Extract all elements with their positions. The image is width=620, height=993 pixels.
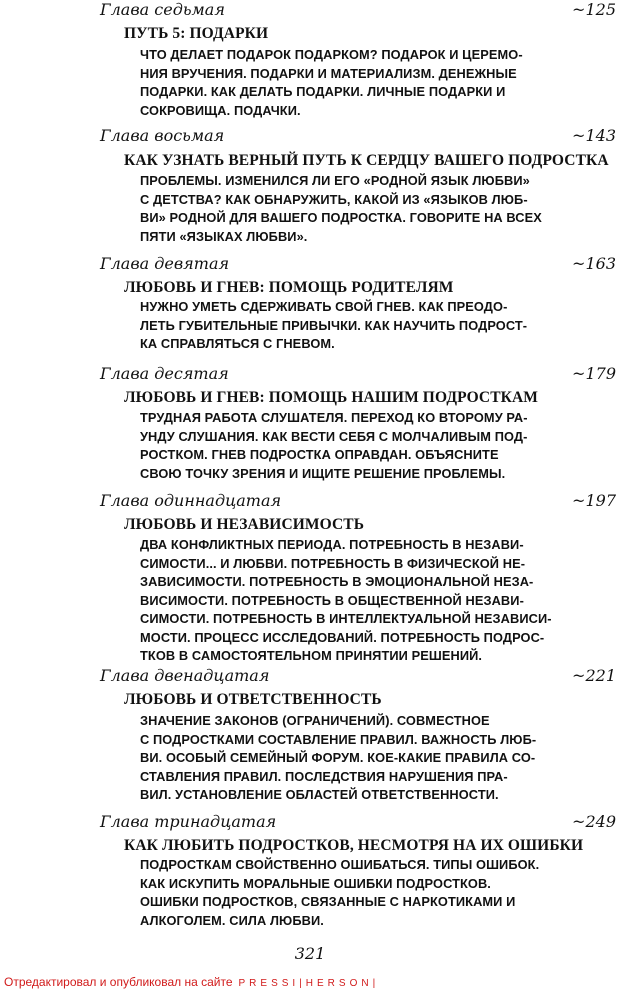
chapter-summary [140,46,580,120]
chapter-title: ЛЮБОВЬ И ГНЕВ: ПОМОЩЬ НАШИМ ПОДРОСТКАМ [124,389,539,406]
chapter-label: Глава восьмая [100,126,225,145]
summary-line: ПРОБЛЕМЫ. ИЗМЕНИЛСЯ ЛИ ЕГО «РОДНОЙ ЯЗЫК ЛЮБВИ» [140,173,530,188]
chapter-heading [100,254,620,278]
footer-text: Отредактировал и опубликовал на сайте [4,975,233,989]
summary-line: АЛКОГОЛЕМ. СИЛА ЛЮБВИ. [140,912,324,928]
summary-line: НИЯ ВРУЧЕНИЯ. ПОДАРКИ И МАТЕРИАЛИЗМ. ДЕНЕЖНЫЕ [140,65,517,81]
summary-line: С ПОДРОСТКАМИ СОСТАВЛЕНИЕ ПРАВИЛ. ВАЖНОСТЬ ЛЮБ- [140,731,537,747]
chapter-heading [100,491,620,515]
chapter-page-number: ~197 [572,491,616,510]
summary-line: МОСТИ. ПРОЦЕСС ИССЛЕДОВАНИЙ. ПОТРЕБНОСТЬ ПОДРОС- [140,629,545,645]
summary-line: СТАВЛЕНИЯ ПРАВИЛ. ПОСЛЕДСТВИЯ НАРУШЕНИЯ ПРА- [140,768,508,784]
summary-line: ВИЛ. УСТАНОВЛЕНИЕ ОБЛАСТЕЙ ОТВЕТСТВЕННОСТИ. [140,787,499,802]
site-brand[interactable]: PRESSI|HERSON| [238,978,380,989]
summary-line: ЛЕТЬ ГУБИТЕЛЬНЫЕ ПРИВЫЧКИ. КАК НАУЧИТЬ ПОДРОСТ- [140,317,528,333]
summary-line: КА СПРАВЛЯТЬСЯ С ГНЕВОМ. [140,336,335,351]
chapter-label: Глава десятая [100,364,229,383]
chapter-page-number: ~179 [572,364,616,383]
chapter-summary [140,712,580,805]
chapter-title: ПУТЬ 5: ПОДАРКИ [124,25,269,42]
chapter-summary [140,856,580,930]
chapter-page-number: ~125 [572,0,616,19]
summary-line: РОСТКОМ. ГНЕВ ПОДРОСТКА ОПРАВДАН. ОБЪЯСНИТЕ [140,447,499,462]
chapter-summary [140,536,580,666]
chapter-summary [140,172,580,246]
chapter-title: ЛЮБОВЬ И ГНЕВ: ПОМОЩЬ РОДИТЕЛЯМ [124,279,454,296]
summary-line: ОШИБКИ ПОДРОСТКОВ, СВЯЗАННЫЕ С НАРКОТИКАМИ И [140,894,516,909]
summary-line: ТКОВ В САМОСТОЯТЕЛЬНОМ ПРИНЯТИИ РЕШЕНИЙ. [140,648,483,663]
chapter-heading [100,0,620,24]
chapter-page-number: ~163 [572,254,616,273]
chapter-page-number: ~221 [572,666,616,685]
chapter-page-number: ~143 [572,126,616,145]
summary-line: УНДУ СЛУШАНИЯ. КАК ВЕСТИ СЕБЯ С МОЛЧАЛИВЫМ ПОД- [140,428,528,444]
chapter-page-number: ~249 [572,812,616,831]
summary-line: ВИ» РОДНОЙ ДЛЯ ВАШЕГО ПОДРОСТКА. ГОВОРИТЕ НА ВСЕХ [140,210,542,225]
publisher-footer [4,974,379,992]
summary-line: ЗАВИСИМОСТИ. ПОТРЕБНОСТЬ В ЭМОЦИОНАЛЬНОЙ НЕЗА- [140,574,534,589]
summary-line: ЧТО ДЕЛАЕТ ПОДАРОК ПОДАРКОМ? ПОДАРОК И ЦЕРЕМО- [140,47,523,62]
chapter-summary [140,298,580,354]
summary-line: ПОДРОСТКАМ СВОЙСТВЕННО ОШИБАТЬСЯ. ТИПЫ ОШИБОК. [140,857,540,872]
chapter-label: Глава седьмая [100,0,225,19]
chapter-label: Глава тринадцатая [100,812,277,831]
summary-line: НУЖНО УМЕТЬ СДЕРЖИВАТЬ СВОЙ ГНЕВ. КАК ПРЕОДО- [140,299,508,314]
summary-line: ВИСИМОСТИ. ПОТРЕБНОСТЬ В ОБЩЕСТВЕННОЙ НЕЗАВИ- [140,592,524,608]
summary-line: ЗНАЧЕНИЕ ЗАКОНОВ (ОГРАНИЧЕНИЙ). СОВМЕСТНОЕ [140,713,490,728]
summary-line: ДВА КОНФЛИКТНЫХ ПЕРИОДА. ПОТРЕБНОСТЬ В НЕЗАВИ- [140,537,524,552]
chapter-title: КАК ЛЮБИТЬ ПОДРОСТКОВ, НЕСМОТРЯ НА ИХ ОШИБКИ [124,837,584,854]
summary-line: ПЯТИ «ЯЗЫКАХ ЛЮБВИ». [140,228,308,244]
chapter-label: Глава девятая [100,254,230,273]
chapter-label: Глава одиннадцатая [100,491,282,510]
summary-line: С ДЕТСТВА? КАК ОБНАРУЖИТЬ, КАКОЙ ИЗ «ЯЗЫКОВ ЛЮБ- [140,191,528,207]
chapter-label: Глава двенадцатая [100,666,270,685]
chapter-heading [100,126,620,150]
summary-line: СИМОСТИ. ПОТРЕБНОСТЬ В ИНТЕЛЛЕКТУАЛЬНОЙ НЕЗАВИСИ- [140,611,552,626]
summary-line: ТРУДНАЯ РАБОТА СЛУШАТЕЛЯ. ПЕРЕХОД КО ВТОРОМУ РА- [140,410,528,425]
chapter-summary [140,409,580,483]
chapter-heading [100,812,620,836]
summary-line: ВИ. ОСОБЫЙ СЕМЕЙНЫЙ ФОРУМ. КОЕ-КАКИЕ ПРАВИЛА СО- [140,750,536,765]
summary-line: СОКРОВИЩА. ПОДАЧКИ. [140,102,301,118]
chapter-heading [100,666,620,690]
page-number: 321 [294,944,326,963]
summary-line: КАК ИСКУПИТЬ МОРАЛЬНЫЕ ОШИБКИ ПОДРОСТКОВ. [140,875,491,891]
summary-line: ПОДАРКИ. КАК ДЕЛАТЬ ПОДАРКИ. ЛИЧНЫЕ ПОДАРКИ И [140,84,506,99]
chapter-title: ЛЮБОВЬ И ОТВЕТСТВЕННОСТЬ [124,691,382,708]
summary-line: СИМОСТИ... И ЛЮБВИ. ПОТРЕБНОСТЬ В ФИЗИЧЕСКОЙ НЕ- [140,555,526,571]
chapter-title: ЛЮБОВЬ И НЕЗАВИСИМОСТЬ [124,516,365,533]
chapter-title: КАК УЗНАТЬ ВЕРНЫЙ ПУТЬ К СЕРДЦУ ВАШЕГО ПОДРОСТКА [124,152,609,169]
summary-line: СВОЮ ТОЧКУ ЗРЕНИЯ И ИЩИТЕ РЕШЕНИЕ ПРОБЛЕМЫ. [140,465,506,481]
chapter-heading [100,364,620,388]
